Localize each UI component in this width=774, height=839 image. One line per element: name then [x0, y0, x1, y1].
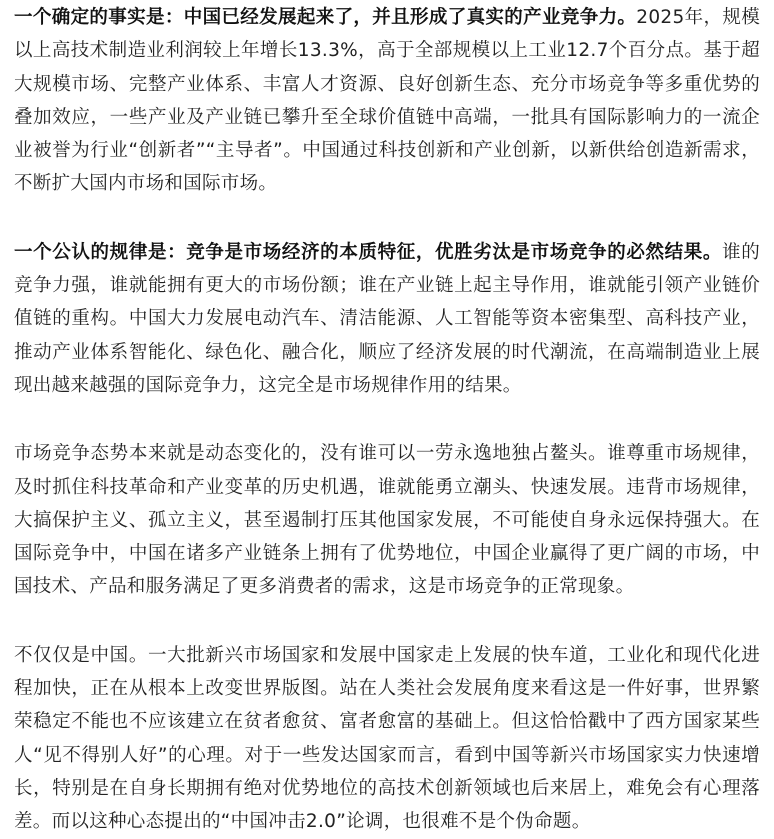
paragraph-1-text: 2025年，规模以上高技术制造业利润较上年增长13.3%，高于全部规模以上工业12.7个百分点。基于超大规模市场、完整产业体系、丰富人才资源、良好创新生态、充分市场竞争等多重优势的叠加效应，一些产业及产业链已攀升至全球价值链中高端，一批具有国际影响力的一流企业被誉为行业“创新者”“主导者”。中国通过科技创新和产业创新，以新供给创造新需求，不断扩大国内市场和国际市场。	[14, 7, 761, 195]
paragraph-4	[14, 639, 760, 839]
paragraph-4-text: 不仅仅是中国。一大批新兴市场国家和发展中国家走上发展的快车道，工业化和现代化进程加快，正在从根本上改变世界版图。站在人类社会发展角度来看这是一件好事，世界繁荣稳定不能也不应该建立在贫者愈贫、富者愈富的基础上。但这恰恰戳中了西方国家某些人“见不得别人好”的心理。对于一些发达国家而言，看到中国等新兴市场国家实力快速增长，特别是在自身长期拥有绝对优势地位的高技术创新领域也后来居上，难免会有心理落差。而以这种心态提出的“中国冲击2.0”论调，也很难不是个伪命题。	[14, 644, 760, 833]
paragraph-2-text: 谁的竞争力强，谁就能拥有更大的市场份额；谁在产业链上起主导作用，谁就能引领产业链价值链的重构。中国大力发展电动汽车、清洁能源、人工智能等资本密集型、高科技产业，推动产业体系智能化、绿色化、融合化，顺应了经济发展的时代潮流，在高端制造业上展现出越来越强的国际竞争力，这完全是市场规律作用的结果。	[14, 241, 760, 396]
paragraph-2-lead: 一个公认的规律是：竞争是市场经济的本质特征，优胜劣汰是市场竞争的必然结果。	[14, 241, 723, 263]
paragraph-3	[14, 437, 760, 603]
paragraph-2	[14, 236, 760, 402]
paragraph-1-lead: 一个确定的事实是：中国已经发展起来了，并且形成了真实的产业竞争力。	[14, 7, 637, 28]
paragraph-3-text: 市场竞争态势本来就是动态变化的，没有谁可以一劳永逸地独占鳌头。谁尊重市场规律，及时抓住科技革命和产业变革的历史机遇，谁就能勇立潮头、快速发展。违背市场规律，大搞保护主义、孤立主义，甚至遏制打压其他国家发展，不可能使自身永远保持强大。在国际竞争中，中国在诸多产业链条上拥有了优势地位，中国企业赢得了更广阔的市场，中国技术、产品和服务满足了更多消费者的需求，这是市场竞争的正常现象。	[14, 443, 760, 598]
paragraph-1	[14, 1, 760, 201]
